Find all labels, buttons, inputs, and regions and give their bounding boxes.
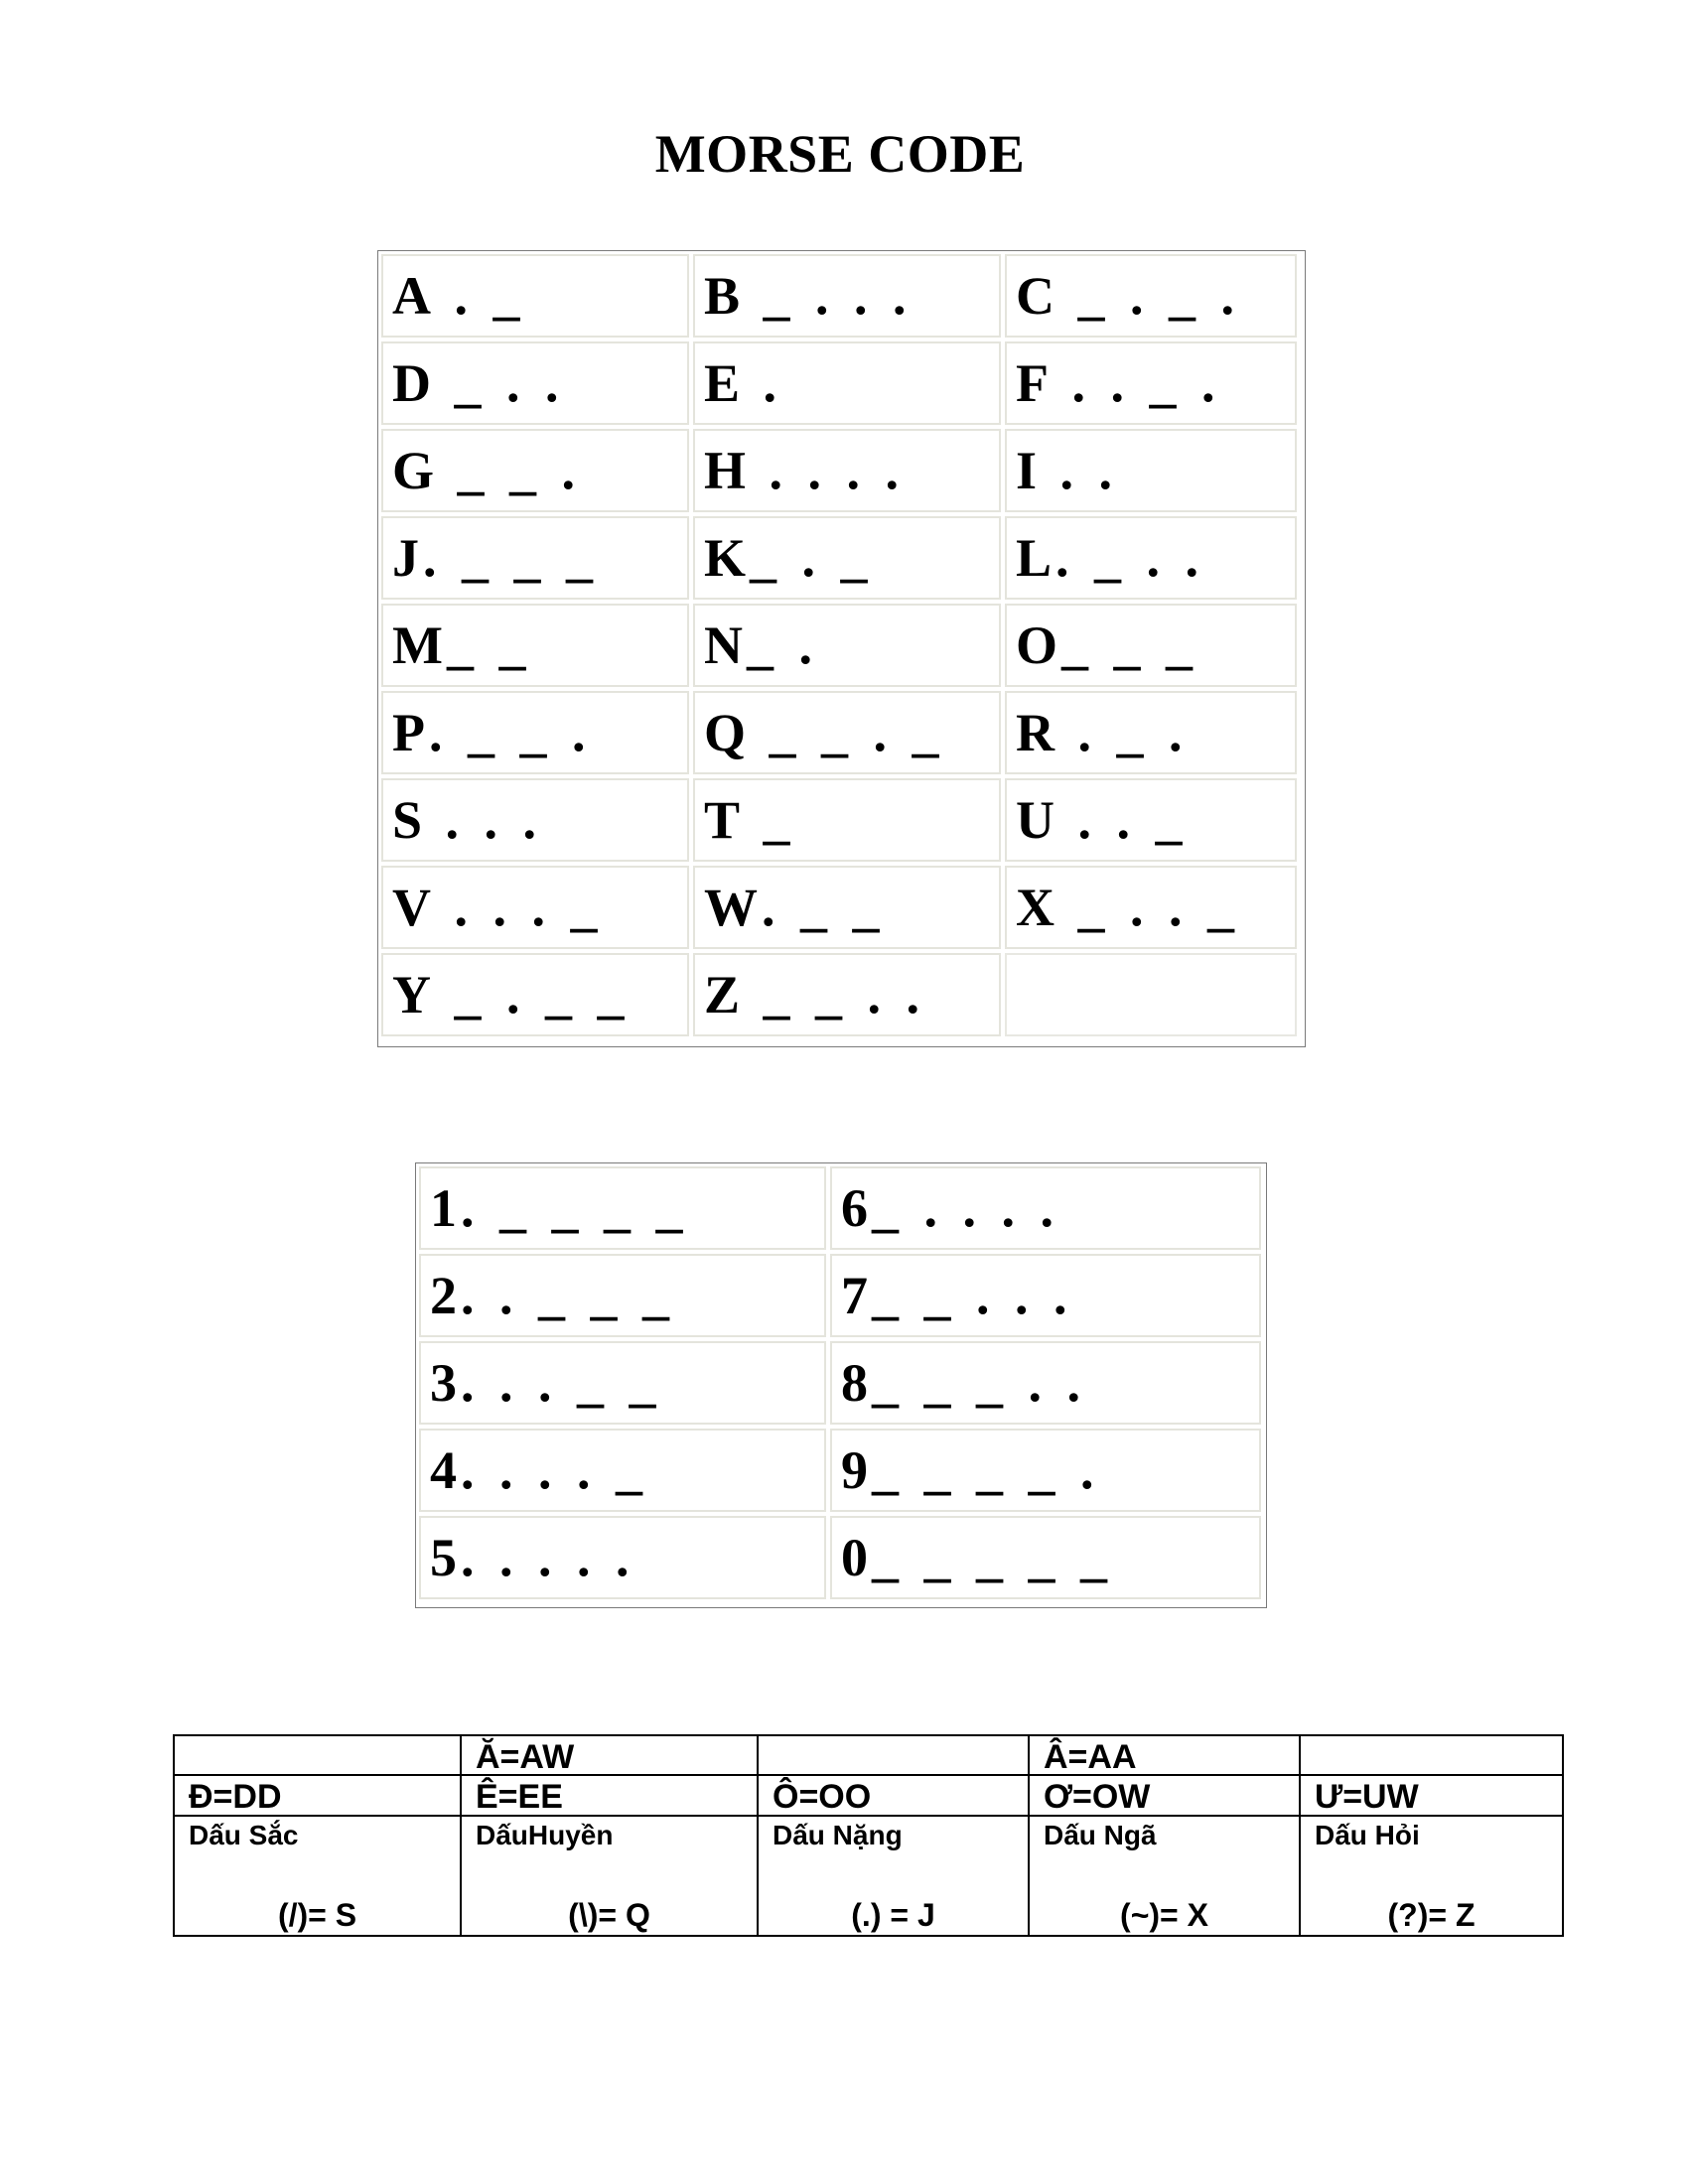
morse-code: . . . xyxy=(426,790,543,850)
morse-code: _ xyxy=(744,790,796,850)
letter-cell xyxy=(693,691,1001,774)
morse-code: _ _ _ xyxy=(1061,615,1199,675)
morse-code: . . . _ _ xyxy=(461,1353,662,1413)
letter-cell xyxy=(1005,691,1297,774)
letter-cell xyxy=(1005,778,1297,862)
letter-cell xyxy=(693,341,1001,425)
morse-code: . _ _ xyxy=(762,878,886,937)
letter-label: W xyxy=(704,878,758,937)
letter-cell xyxy=(693,604,1001,687)
morse-code: _ _ xyxy=(446,615,532,675)
morse-code: . . . . _ xyxy=(461,1440,648,1500)
letter-label: V xyxy=(392,878,431,937)
digit-label: 4 xyxy=(430,1440,457,1500)
telex-row-2 xyxy=(174,1775,1563,1815)
digit-label: 3 xyxy=(430,1353,457,1413)
letter-label: D xyxy=(392,353,431,413)
telex-cell: Â=AA xyxy=(1029,1735,1300,1775)
letter-label: M xyxy=(392,615,443,675)
telex-cell: Ô=OO xyxy=(758,1775,1029,1815)
letter-label: N xyxy=(704,615,743,675)
morse-code: . . . . xyxy=(750,441,906,500)
digit-label: 2 xyxy=(430,1266,457,1325)
digit-cell xyxy=(830,1166,1261,1250)
digits-morse-table xyxy=(415,1162,1267,1608)
morse-code: . . _ . xyxy=(1053,353,1221,413)
morse-code: . . _ _ _ xyxy=(461,1266,675,1325)
letter-label: Z xyxy=(704,965,741,1024)
tone-mark-key: (\)= Q xyxy=(568,1897,650,1933)
letter-cell xyxy=(693,866,1001,949)
letter-label: P xyxy=(392,703,425,762)
tone-mark-cell xyxy=(1300,1816,1563,1936)
letter-label: J xyxy=(392,528,419,588)
tone-mark-cell xyxy=(461,1816,758,1936)
digit-label: 5 xyxy=(430,1528,457,1587)
letter-cell xyxy=(381,604,689,687)
digit-cell xyxy=(419,1254,826,1337)
tone-mark-key: (/)= S xyxy=(277,1897,357,1933)
morse-code: . _ _ _ xyxy=(423,528,599,588)
morse-code: . _ . xyxy=(1058,703,1189,762)
letter-label: T xyxy=(704,790,741,850)
tone-mark-key: (.) = J xyxy=(851,1897,935,1933)
morse-code: _ . _ xyxy=(750,528,874,588)
letter-cell xyxy=(381,953,689,1036)
morse-code: _ _ . . . xyxy=(872,1266,1073,1325)
digit-label: 8 xyxy=(841,1353,868,1413)
telex-cell xyxy=(758,1735,1029,1775)
letter-label: L xyxy=(1016,528,1053,588)
letter-cell xyxy=(381,254,689,338)
morse-code: _ _ . xyxy=(438,441,582,500)
letter-label: K xyxy=(704,528,747,588)
letter-cell xyxy=(1005,604,1297,687)
letters-grid xyxy=(381,254,1302,1043)
letter-cell xyxy=(693,429,1001,512)
letter-cell xyxy=(381,429,689,512)
digit-label: 7 xyxy=(841,1266,868,1325)
letter-cell xyxy=(381,866,689,949)
telex-cell: Ơ=OW xyxy=(1029,1775,1300,1815)
digit-label: 9 xyxy=(841,1440,868,1500)
telex-cell: Ê=EE xyxy=(461,1775,758,1815)
page-title: MORSE CODE xyxy=(654,124,1026,184)
digit-cell xyxy=(419,1516,826,1599)
tone-mark-cell xyxy=(174,1816,461,1936)
tone-marks-row xyxy=(174,1816,1563,1936)
tone-mark-name: Dấu Hỏi xyxy=(1315,1819,1420,1850)
morse-code: . _ _ _ _ xyxy=(461,1178,689,1238)
telex-cell: Đ=DD xyxy=(174,1775,461,1815)
letter-label: G xyxy=(392,441,435,500)
morse-code: _ . . . xyxy=(744,266,913,326)
letter-cell xyxy=(381,516,689,600)
tone-mark-cell xyxy=(1029,1816,1300,1936)
morse-code: . xyxy=(744,353,783,413)
tone-mark-name: DấuHuyền xyxy=(476,1819,614,1850)
telex-row-1 xyxy=(174,1735,1563,1775)
letter-cell xyxy=(1005,254,1297,338)
telex-cell xyxy=(174,1735,461,1775)
letter-cell xyxy=(693,254,1001,338)
empty-cell xyxy=(1005,953,1297,1036)
letter-cell xyxy=(1005,341,1297,425)
digit-cell xyxy=(830,1429,1261,1512)
telex-cell: Ă=AW xyxy=(461,1735,758,1775)
letter-label: H xyxy=(704,441,747,500)
letter-label: Q xyxy=(704,703,747,762)
morse-code: _ _ _ . . xyxy=(872,1353,1086,1413)
letter-label: S xyxy=(392,790,423,850)
digits-grid xyxy=(419,1166,1263,1604)
letter-label: Y xyxy=(392,965,431,1024)
telex-cell xyxy=(1300,1735,1563,1775)
letter-label: E xyxy=(704,353,741,413)
letter-label: F xyxy=(1016,353,1049,413)
morse-code: . _ xyxy=(435,266,526,326)
morse-code: _ _ . . xyxy=(744,965,926,1024)
morse-code: . . . . . xyxy=(461,1528,635,1587)
morse-code: _ . . xyxy=(435,353,565,413)
digit-cell xyxy=(419,1429,826,1512)
tone-mark-key: (~)= X xyxy=(1120,1897,1208,1933)
morse-code: . _ _ . xyxy=(429,703,592,762)
morse-code: _ . _ _ xyxy=(435,965,631,1024)
letter-label: I xyxy=(1016,441,1038,500)
digit-cell xyxy=(419,1341,826,1425)
tone-mark-name: Dấu Ngã xyxy=(1044,1819,1157,1850)
letter-cell xyxy=(381,691,689,774)
morse-code: . . xyxy=(1041,441,1119,500)
letters-morse-table xyxy=(377,250,1306,1047)
letter-cell xyxy=(693,778,1001,862)
letter-cell xyxy=(693,953,1001,1036)
letter-cell xyxy=(1005,866,1297,949)
morse-code: . . . _ xyxy=(435,878,604,937)
digit-cell xyxy=(419,1166,826,1250)
morse-code: _ _ _ _ _ xyxy=(872,1528,1113,1587)
morse-code: . _ . . xyxy=(1055,528,1205,588)
letter-label: X xyxy=(1016,878,1055,937)
digit-label: 0 xyxy=(841,1528,868,1587)
digit-label: 6 xyxy=(841,1178,868,1238)
tone-mark-key: (?)= Z xyxy=(1387,1897,1476,1933)
digit-cell xyxy=(830,1516,1261,1599)
morse-code: _ . xyxy=(747,615,818,675)
letter-label: B xyxy=(704,266,741,326)
digit-cell xyxy=(830,1341,1261,1425)
morse-code: _ . . . . xyxy=(872,1178,1059,1238)
tone-mark-name: Dấu Nặng xyxy=(773,1819,903,1850)
letter-cell xyxy=(1005,516,1297,600)
letter-label: R xyxy=(1016,703,1055,762)
vietnamese-telex-table xyxy=(173,1734,1564,1937)
letter-cell xyxy=(693,516,1001,600)
letter-label: A xyxy=(392,266,431,326)
tone-mark-name: Dấu Sắc xyxy=(189,1819,299,1850)
morse-code: _ . _ . xyxy=(1058,266,1240,326)
morse-code: _ . . _ xyxy=(1058,878,1240,937)
letter-cell xyxy=(1005,429,1297,512)
letter-label: O xyxy=(1016,615,1058,675)
morse-code: _ _ _ _ . xyxy=(872,1440,1100,1500)
digit-label: 1 xyxy=(430,1178,457,1238)
letter-label: U xyxy=(1016,790,1055,850)
digit-cell xyxy=(830,1254,1261,1337)
tone-mark-cell xyxy=(758,1816,1029,1936)
telex-cell: Ư=UW xyxy=(1300,1775,1563,1815)
letter-cell xyxy=(381,778,689,862)
morse-code: _ _ . _ xyxy=(750,703,945,762)
morse-code: . . _ xyxy=(1058,790,1189,850)
letter-label: C xyxy=(1016,266,1055,326)
letter-cell xyxy=(381,341,689,425)
